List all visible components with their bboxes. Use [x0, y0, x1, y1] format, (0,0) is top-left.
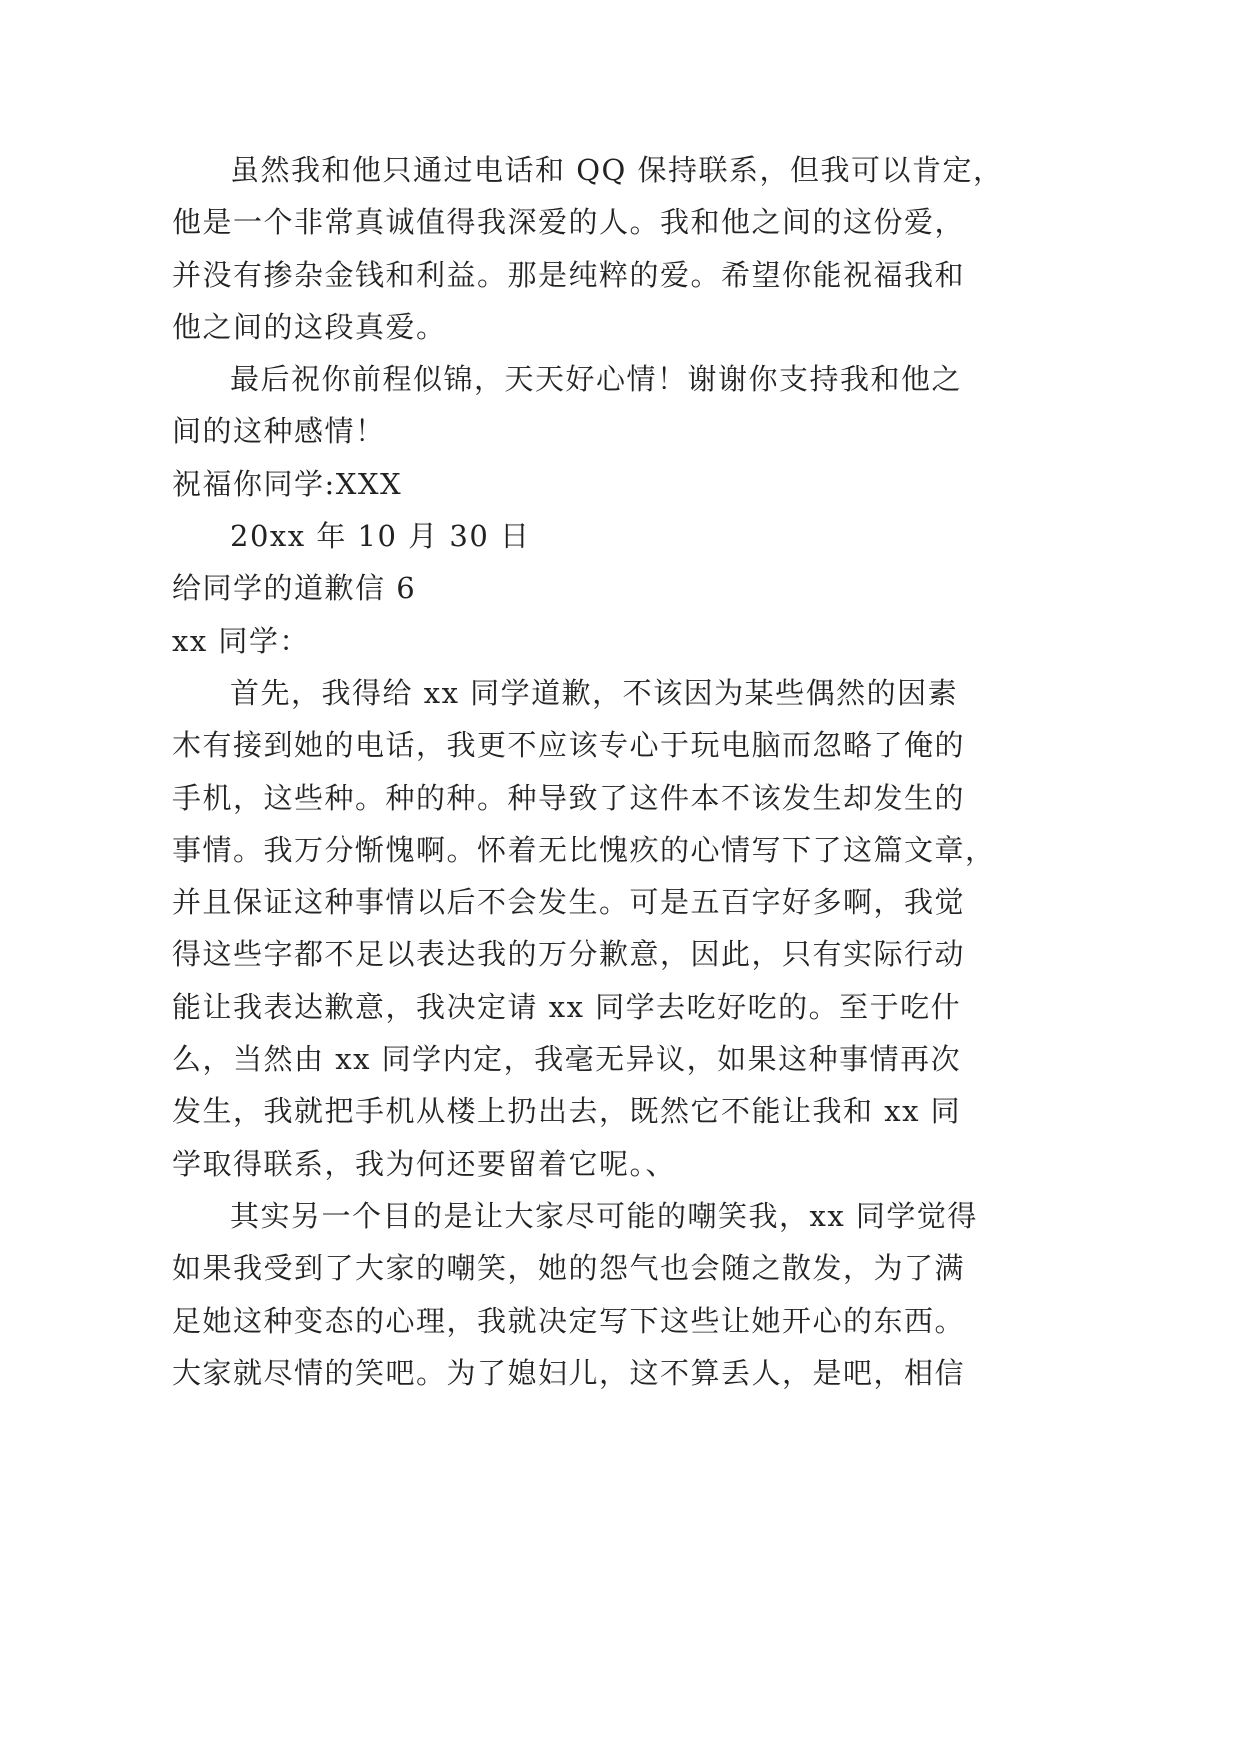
text-line: 大家就尽情的笑吧。为了媳妇儿，这不算丢人，是吧，相信 — [172, 1355, 966, 1390]
date-line: 20xx 年 10 月 30 日 — [230, 519, 531, 554]
text-line: 如果我受到了大家的嘲笑，她的怨气也会随之散发，为了满 — [172, 1251, 966, 1286]
text-line: 并没有掺杂金钱和利益。那是纯粹的爱。希望你能祝福我和 — [172, 257, 966, 292]
text-line: 他是一个非常真诚值得我深爱的人。我和他之间的这份爱， — [172, 205, 966, 240]
salutation-line: xx 同学： — [172, 623, 310, 658]
text-line: 木有接到她的电话，我更不应该专心于玩电脑而忽略了俺的 — [172, 728, 966, 763]
paragraph-first-line: 首先，我得给 xx 同学道歉，不该因为某些偶然的因素 — [230, 675, 959, 710]
text-line: 足她这种变态的心理，我就决定写下这些让她开心的东西。 — [172, 1303, 966, 1338]
text-line: 他之间的这段真爱。 — [172, 309, 447, 344]
signature-line: 祝福你同学:XXX — [172, 466, 403, 501]
text-line: 事情。我万分惭愧啊。怀着无比愧疚的心情写下了这篇文章， — [172, 832, 996, 867]
text-line: 得这些字都不足以表达我的万分歉意，因此，只有实际行动 — [172, 937, 966, 972]
paragraph-first-line: 虽然我和他只通过电话和 QQ 保持联系，但我可以肯定， — [230, 153, 1004, 187]
paragraph-first-line: 其实另一个目的是让大家尽可能的嘲笑我，xx 同学觉得 — [230, 1198, 978, 1233]
text-line: 学取得联系，我为何还要留着它呢。、 — [172, 1146, 677, 1181]
paragraph-first-line: 最后祝你前程似锦，天天好心情！谢谢你支持我和他之 — [230, 362, 963, 397]
text-line: 手机，这些种。种的种。种导致了这件本不该发生却发生的 — [172, 780, 966, 815]
text-line: 间的这种感情！ — [172, 414, 386, 449]
text-line: 么，当然由 xx 同学内定，我毫无异议，如果这种事情再次 — [172, 1042, 962, 1077]
letter-title: 给同学的道歉信 6 — [172, 571, 417, 606]
text-line: 并且保证这种事情以后不会发生。可是五百字好多啊，我觉 — [172, 885, 966, 920]
text-line: 发生，我就把手机从楼上扔出去，既然它不能让我和 xx 同 — [172, 1094, 962, 1129]
text-line: 能让我表达歉意，我决定请 xx 同学去吃好吃的。至于吃什 — [172, 989, 962, 1024]
document-body — [172, 144, 1132, 1399]
